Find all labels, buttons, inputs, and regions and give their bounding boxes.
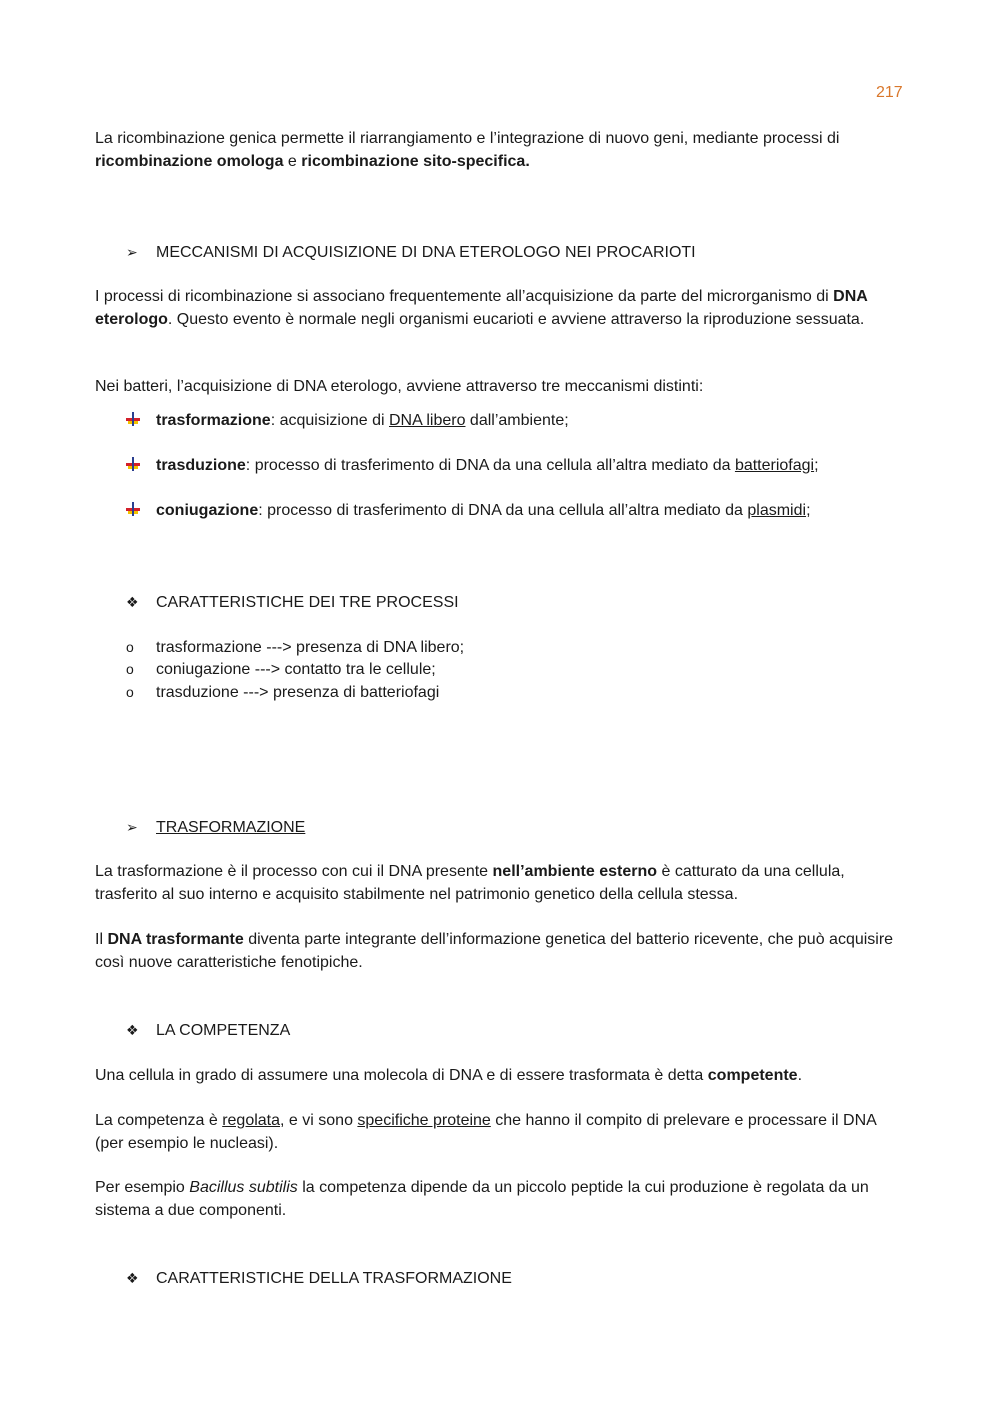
item-tail: ; (814, 457, 819, 474)
competenza-paragraph-1 (95, 1065, 895, 1088)
circle-bullet-icon: o (126, 661, 134, 677)
italic-species: Bacillus subtilis (189, 1179, 298, 1196)
paragraph-text: Una cellula in grado di assumere una molecola di DNA e di essere trasformata è detta (95, 1067, 708, 1084)
intro-bold-sito: ricombinazione sito-specifica. (301, 152, 530, 170)
paragraph-text: la competenza dipende da un piccolo peptide la cui produzione è regolata da un sistema a due componenti. (95, 1179, 869, 1219)
item-tail: ; (806, 502, 811, 519)
dna-trasformante-paragraph (95, 929, 895, 974)
bold-dna-trasformante: DNA trasformante (107, 931, 244, 948)
competenza-paragraph-2 (95, 1110, 895, 1155)
term: trasduzione (156, 457, 246, 474)
underlined-term: batteriofagi (734, 457, 815, 474)
underlined-term: DNA libero (389, 412, 466, 429)
circle-bullet-icon: o (126, 684, 134, 700)
flag-bullet-icon (126, 500, 156, 523)
batteri-paragraph: Nei batteri, l’acquisizione di DNA eterologo, avviene attraverso tre meccanismi distinti: (95, 378, 704, 395)
section-title: MECCANISMI DI ACQUISIZIONE DI DNA ETEROLOGO NEI PROCARIOTI (156, 244, 696, 261)
intro-paragraph (95, 128, 895, 173)
paragraph-text: La trasformazione è il processo con cui il DNA presente (95, 863, 493, 880)
bold-competente: competente (707, 1067, 798, 1084)
paragraph-text: I processi di ricombinazione si associano frequentemente all’acquisizione da parte del microrganismo di (95, 288, 829, 305)
item-text: coniugazione ---> contatto tra le cellule; (156, 661, 436, 678)
paragraph-text: è catturato da una cellula, trasferito al suo interno e acquisito stabilmente nel patrimonio genetico della cellula stessa. (95, 863, 845, 903)
section-title: LA COMPETENZA (156, 1022, 291, 1039)
bold-ambiente-esterno: nell’ambiente esterno (492, 863, 658, 880)
intro-text: La ricombinazione genica permette il riarrangiamento e l’integrazione di nuovo geni, mediante processi di (95, 130, 840, 147)
flag-bullet-icon (126, 410, 156, 433)
paragraph-text: , e vi sono (280, 1112, 358, 1129)
section-title: TRASFORMAZIONE (156, 819, 306, 836)
underlined-term: plasmidi (747, 502, 807, 519)
list-item-trasformazione (126, 410, 569, 433)
section-title: CARATTERISTICHE DELLA TRASFORMAZIONE (156, 1270, 512, 1287)
section-heading-trasformazione (126, 816, 305, 840)
paragraph-text: . Questo evento è normale negli organismi eucarioti e avviene attraverso la riproduzione sessuata. (167, 310, 865, 328)
competenza-paragraph-3 (95, 1177, 895, 1222)
diamond-bullet-icon: ❖ (126, 1022, 139, 1038)
item-text: : processo di trasferimento di DNA da una cellula all’altra mediato da (258, 502, 748, 519)
section-heading-caratteristiche (126, 591, 459, 615)
list-item (126, 636, 464, 660)
item-text: : processo di trasferimento di DNA da una cellula all’altra mediato da (245, 457, 735, 474)
item-text: trasduzione ---> presenza di batteriofagi (156, 684, 440, 701)
section-heading-acquisizione (126, 241, 696, 265)
arrow-bullet-icon: ➢ (126, 244, 138, 260)
paragraph-text: Il (95, 931, 108, 948)
item-tail: dall’ambiente; (465, 412, 569, 429)
acquisizione-paragraph (95, 286, 895, 331)
arrow-bullet-icon: ➢ (126, 819, 138, 835)
diamond-bullet-icon: ❖ (126, 594, 139, 610)
intro-bold-omologa: ricombinazione omologa (95, 152, 284, 170)
list-item-trasduzione (126, 455, 819, 478)
list-item (126, 658, 436, 682)
trasformazione-paragraph (95, 861, 895, 906)
paragraph-text: diventa parte integrante dell’informazione genetica del batterio ricevente, che può acquisire così nuove caratteristiche fenotipiche. (95, 931, 894, 971)
bold-dna-eterologo: DNA eterologo (95, 288, 868, 328)
section-heading-caratteristiche-trasformazione (126, 1267, 512, 1291)
section-heading-competenza (126, 1019, 290, 1043)
section-title: CARATTERISTICHE DEI TRE PROCESSI (156, 594, 459, 611)
circle-bullet-icon: o (126, 639, 134, 655)
item-text: trasformazione ---> presenza di DNA libero; (156, 639, 465, 656)
underlined-proteine: specifiche proteine (357, 1112, 491, 1129)
flag-bullet-icon (126, 455, 156, 478)
diamond-bullet-icon: ❖ (126, 1270, 139, 1286)
item-text: : acquisizione di (270, 412, 389, 429)
paragraph-text: che hanno il compito di prelevare e processare il DNA (per esempio le nucleasi). (95, 1112, 876, 1152)
list-item-coniugazione (126, 500, 811, 523)
paragraph-text: Per esempio (95, 1179, 190, 1196)
paragraph-text: La competenza è (95, 1112, 223, 1129)
term: trasformazione (156, 412, 271, 429)
intro-connector: e (283, 152, 302, 170)
term: coniugazione (156, 502, 259, 519)
page-number: 217 (876, 84, 903, 101)
underlined-regolata: regolata (222, 1112, 281, 1129)
list-item (126, 681, 439, 705)
paragraph-text: . (797, 1067, 803, 1084)
